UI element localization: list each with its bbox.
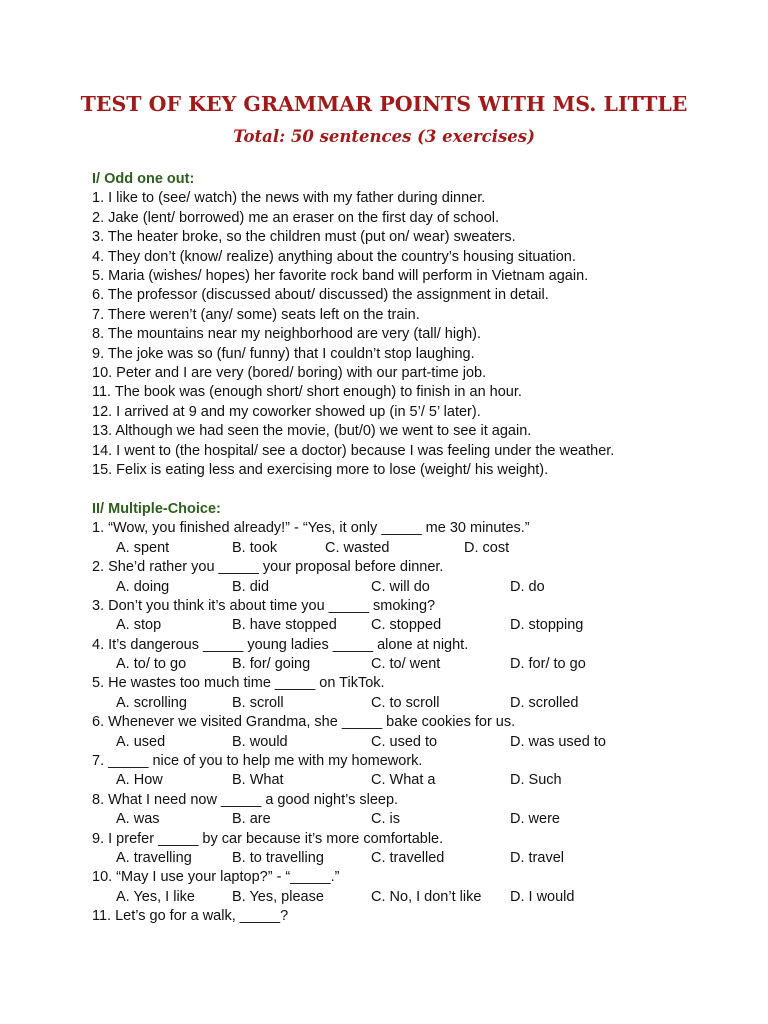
question-item: 6. Whenever we visited Grandma, she _____ bake cookies for us.	[92, 714, 516, 731]
answer-options	[92, 771, 732, 790]
question-item: 9. I prefer _____ by car because it’s more comfortable.	[92, 830, 444, 847]
answer-option-d: D. were	[510, 811, 560, 828]
odd-one-out-item: 6. The professor (discussed about/ discussed) the assignment in detail.	[92, 287, 549, 304]
question-item: 1. “Wow, you finished already!” - “Yes, it only _____ me 30 minutes.”	[92, 520, 530, 537]
answer-option-d: D. do	[510, 578, 545, 595]
answer-option-a: A. was	[116, 811, 160, 828]
answer-option-b: B. for/ going	[232, 656, 311, 673]
answer-options	[92, 539, 732, 558]
answer-options	[92, 810, 732, 829]
odd-one-out-item: 1. I like to (see/ watch) the news with my father during dinner.	[92, 190, 486, 207]
answer-option-c: C. travelled	[371, 850, 445, 867]
answer-option-c: C. What a	[371, 772, 436, 789]
answer-option-a: A. spent	[116, 539, 170, 556]
answer-options	[92, 849, 732, 868]
answer-option-b: B. What	[232, 772, 284, 789]
answer-option-c: C. stopped	[371, 617, 442, 634]
answer-option-d: D. scrolled	[510, 694, 579, 711]
answer-option-a: A. scrolling	[116, 694, 187, 711]
odd-one-out-item: 7. There weren’t (any/ some) seats left on the train.	[92, 306, 420, 323]
question-item: 3. Don’t you think it’s about time you _____ smoking?	[92, 597, 436, 614]
odd-one-out-item: 11. The book was (enough short/ short enough) to finish in an hour.	[92, 384, 522, 401]
answer-option-b: B. took	[232, 539, 278, 556]
answer-option-a: A. to/ to go	[116, 656, 187, 673]
test-content	[92, 170, 732, 927]
answer-options	[92, 694, 732, 713]
answer-option-a: A. doing	[116, 578, 170, 595]
answer-option-d: D. Such	[510, 772, 562, 789]
odd-one-out-item: 15. Felix is eating less and exercising more to lose (weight/ his weight).	[92, 462, 549, 479]
odd-one-out-item: 10. Peter and I are very (bored/ boring) with our part-time job.	[92, 365, 487, 382]
answer-option-c: C. will do	[371, 578, 430, 595]
question-item: 10. “May I use your laptop?” - “_____.”	[92, 869, 340, 886]
section-gap	[92, 481, 732, 500]
answer-option-c: C. used to	[371, 733, 438, 750]
answer-option-b: B. are	[232, 811, 271, 828]
answer-option-d: D. travel	[510, 850, 564, 867]
question-item: 5. He wastes too much time _____ on TikTok.	[92, 675, 385, 692]
answer-option-a: A. Yes, I like	[116, 888, 195, 905]
page-title: TEST OF KEY GRAMMAR POINTS WITH MS. LITTLE	[80, 92, 688, 116]
answer-option-a: A. used	[116, 733, 166, 750]
answer-option-d: D. was used to	[510, 733, 606, 750]
answer-option-a: A. How	[116, 772, 163, 789]
odd-one-out-item: 8. The mountains near my neighborhood are very (tall/ high).	[92, 326, 482, 343]
odd-one-out-item: 4. They don’t (know/ realize) anything about the country’s housing situation.	[92, 248, 576, 265]
question-item: 4. It’s dangerous _____ young ladies _____ alone at night.	[92, 636, 469, 653]
odd-one-out-item: 9. The joke was so (fun/ funny) that I couldn’t stop laughing.	[92, 345, 475, 362]
answer-option-d: D. stopping	[510, 617, 584, 634]
odd-one-out-item: 5. Maria (wishes/ hopes) her favorite rock band will perform in Vietnam again.	[92, 268, 589, 285]
page-subtitle: Total: 50 sentences (3 exercises)	[233, 127, 535, 146]
odd-one-out-item: 3. The heater broke, so the children must (put on/ wear) sweaters.	[92, 229, 516, 246]
answer-options	[92, 578, 732, 597]
answer-options	[92, 616, 732, 635]
question-item: 2. She’d rather you _____ your proposal before dinner.	[92, 559, 444, 576]
multiple-choice-list	[92, 519, 732, 907]
answer-option-d: D. I would	[510, 888, 575, 905]
answer-option-c: C. to scroll	[371, 694, 440, 711]
answer-option-c: C. is	[371, 811, 400, 828]
odd-one-out-item: 12. I arrived at 9 and my coworker showed up (in 5’/ 5’ later).	[92, 403, 481, 420]
answer-option-b: B. have stopped	[232, 617, 337, 634]
question-item: 7. _____ nice of you to help me with my homework.	[92, 753, 423, 770]
question-item: 8. What I need now _____ a good night’s sleep.	[92, 791, 399, 808]
question-item: 11. Let’s go for a walk, _____?	[92, 908, 289, 925]
answer-option-b: B. to travelling	[232, 850, 324, 867]
answer-option-b: B. did	[232, 578, 270, 595]
odd-one-out-item: 2. Jake (lent/ borrowed) me an eraser on the first day of school.	[92, 209, 500, 226]
answer-option-b: B. would	[232, 733, 288, 750]
answer-option-b: B. scroll	[232, 694, 284, 711]
answer-option-a: A. stop	[116, 617, 162, 634]
answer-option-d: D. for/ to go	[510, 656, 586, 673]
section-heading-multiple-choice: II/ Multiple-Choice:	[92, 500, 221, 517]
answer-options	[92, 888, 732, 907]
answer-options	[92, 655, 732, 674]
answer-option-c: C. wasted	[325, 539, 390, 556]
odd-one-out-item: 14. I went to (the hospital/ see a doctor) because I was feeling under the weather.	[92, 442, 615, 459]
odd-one-out-list	[92, 189, 732, 480]
answer-option-c: C. No, I don’t like	[371, 888, 482, 905]
answer-option-b: B. Yes, please	[232, 888, 324, 905]
answer-options	[92, 733, 732, 752]
section-heading-odd-one-out: I/ Odd one out:	[92, 171, 195, 187]
answer-option-d: D. cost	[464, 539, 510, 556]
answer-option-a: A. travelling	[116, 850, 192, 867]
answer-option-c: C. to/ went	[371, 656, 441, 673]
odd-one-out-item: 13. Although we had seen the movie, (but/0) we went to see it again.	[92, 423, 532, 440]
